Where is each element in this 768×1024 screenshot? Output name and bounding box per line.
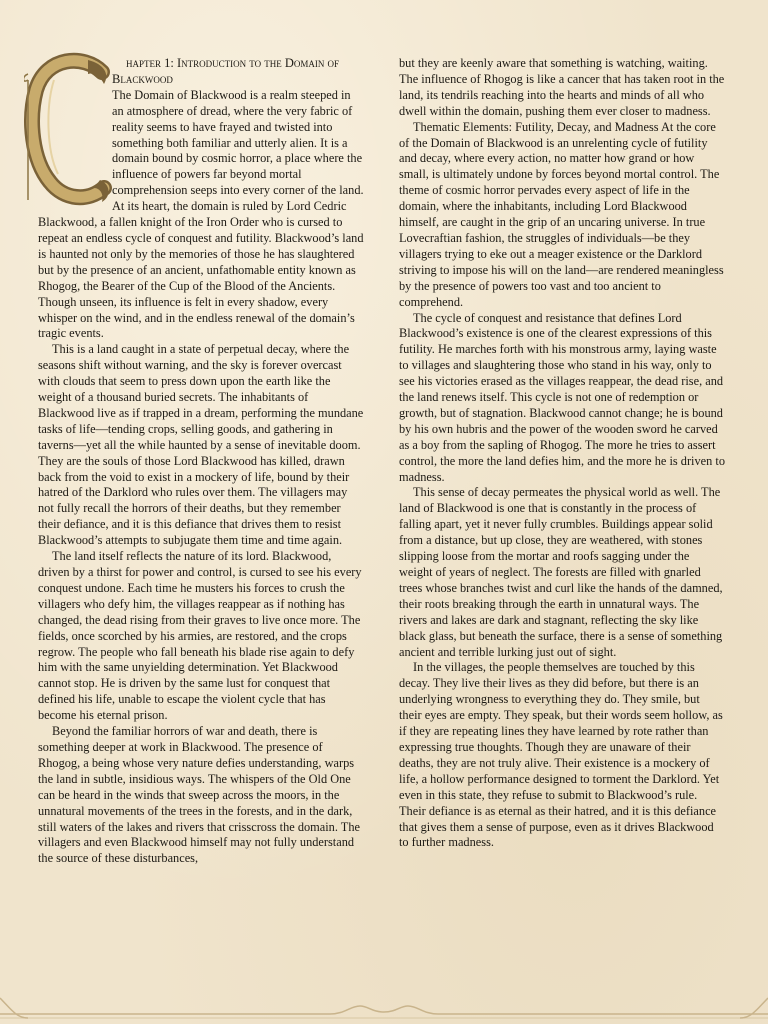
paragraph: Beyond the familiar horrors of war and death, there is something deeper at work in Blackwood. The presence of Rhogog, a being whose very nature defies understanding, warps the land in subtle, insidious ways. The whispers of the Old One can be heard in the winds that sweep across the moors, in the unnatural movements of the trees in the forests, and in the dark, still waters of the lakes and rivers that crisscross the domain. The villagers and even Blackwood himself may not fully understand the source of these disturbances, (38, 724, 360, 866)
footer-ornament-icon (0, 984, 768, 1024)
paragraph: Thematic Elements: Futility, Decay, and Madness At the core of the Domain of Blackwood is an unrelenting cycle of futility and decay, where every action, no matter how grand or how small, is ultimately undone by forces beyond mortal control. The theme of cosmic horror pervades every aspect of life in the domain, where the inhabitants, including Lord Blackwood himself, are caught in the grip of an uncaring universe. In true Lovecraftian fashion, the struggles of individuals—be they villagers trying to eke out a meager existence or the Darklord striving to impose his will on the land—are rendered meaningless by the presence of powers too vast and too ancient to comprehend. (399, 119, 724, 309)
paragraph: The land itself reflects the nature of its lord. Blackwood, driven by a thirst for power and control, is cursed to see his every conquest undone. Each time he musters his forces to crush the villagers who defy him, the villages reappear as if nothing has changed, the dead rising from their graves to live once more. The fields, once scorched by his armies, are restored, and the crops regrow. The people who fall beneath his blade rise again to defy him with the same unyielding determination. Yet Blackwood cannot stop. He is driven by the same lust for conquest that defined his life, unable to escape the violent cycle that has become his eternal prison. (38, 549, 362, 723)
chapter-title: hapter 1: Introduction to the Domain of Blackwood (112, 56, 339, 86)
illuminated-dropcap (24, 56, 106, 204)
paragraph: This sense of decay permeates the physical world as well. The land of Blackwood is one that is constantly in the process of falling apart, yet it never fully crumbles. Buildings appear solid from a distance, but up close, they are weathered, with stones slipping loose from the mortar and roofs sagging under the weight of years of neglect. The forests are filled with gnarled trees whose branches twist and curl like the hands of the damned, their roots breaking through the earth in unnatural ways. The rivers and lakes are dark and stagnant, reflecting the sky like black glass, but beneath the surface, there is a sense of something ancient and terrible lurking just out of sight. (399, 485, 723, 659)
paragraph: In the villages, the people themselves are touched by this decay. They live their lives as they did before, but there is an underlying wrongness to everything they do. They smile, but their eyes are empty. They speak, but their words seem hollow, as if they are repeating lines they have learned by rote rather than expressing true thoughts. Though they are unaware of their deaths, they are not truly alive. Their existence is a mockery of life, a hollow performance designed to torment the Darklord. Yet even in this state, they refuse to submit to Blackwood’s rule. Their defiance is as eternal as their hatred, and it is this defiance that gives them a sense of purpose, even as it drives Blackwood to further madness. (399, 660, 723, 850)
paragraph: The cycle of conquest and resistance that defines Lord Blackwood’s existence is one of the clearest expressions of this futility. He marches forth with his monstrous army, laying waste to villages and slaughtering those who stand in his way, only to see his victories erased as the villages reappear, the dead rise, and the land renews itself. This cycle is not one of redemption or growth, but of stagnation. Blackwood cannot change; he is bound by his own hubris and the power of the wooden sword he carved as a boy from the sapling of Rhogog. The more he tries to assert control, the more the land defies him, and the more he is driven to madness. (399, 310, 725, 484)
right-column (399, 56, 725, 851)
left-column (38, 56, 364, 867)
paragraph: but they are keenly aware that something is watching, waiting. The influence of Rhogog is like a cancer that has taken root in the land, its tendrils reaching into the hearts and minds of all who dwell within the domain, pushing them ever closer to madness. (399, 56, 725, 118)
paragraph: This is a land caught in a state of perpetual decay, where the seasons shift without warning, and the sky is forever overcast with clouds that seem to press down upon the earth like the weight of a thousand buried secrets. The inhabitants of Blackwood live as if trapped in a dream, performing the mundane tasks of life—tending crops, selling goods, and gathering in taverns—yet all the while haunted by a sense of inevitable doom. They are the souls of those Lord Blackwood has killed, drawn back from the void to exist in a mockery of life, bound by their hatred of the Darklord who rules over them. The villagers may not fully recall the horrors of their deaths, but they remember their defiance, and it is this defiance that drives them to resist Blackwood’s attempts to subjugate them time and time again. (38, 342, 364, 548)
paragraph: The Domain of Blackwood is a realm steeped in an atmosphere of dread, where the very fabric of reality seems to have frayed and twisted into something both familiar and utterly alien. It is a domain bound by cosmic horror, a place where the influence of powers far beyond mortal comprehension seeps into every corner of the land. At its heart, the domain is ruled by Lord Cedric Blackwood, a fallen knight of the Iron Order who is cursed to repeat an endless cycle of conquest and futility. Blackwood’s land is haunted not only by the memories of those he has slaughtered but by the presence of an ancient, unfathomable entity known as Rhogog, the Bearer of the Cup of the Blood of the Ancients. Though unseen, its influence is felt in every shadow, every whisper on the wind, and in the endless renewal of the domain’s tragic events. (38, 87, 364, 341)
dropcap-c-icon (24, 50, 114, 210)
